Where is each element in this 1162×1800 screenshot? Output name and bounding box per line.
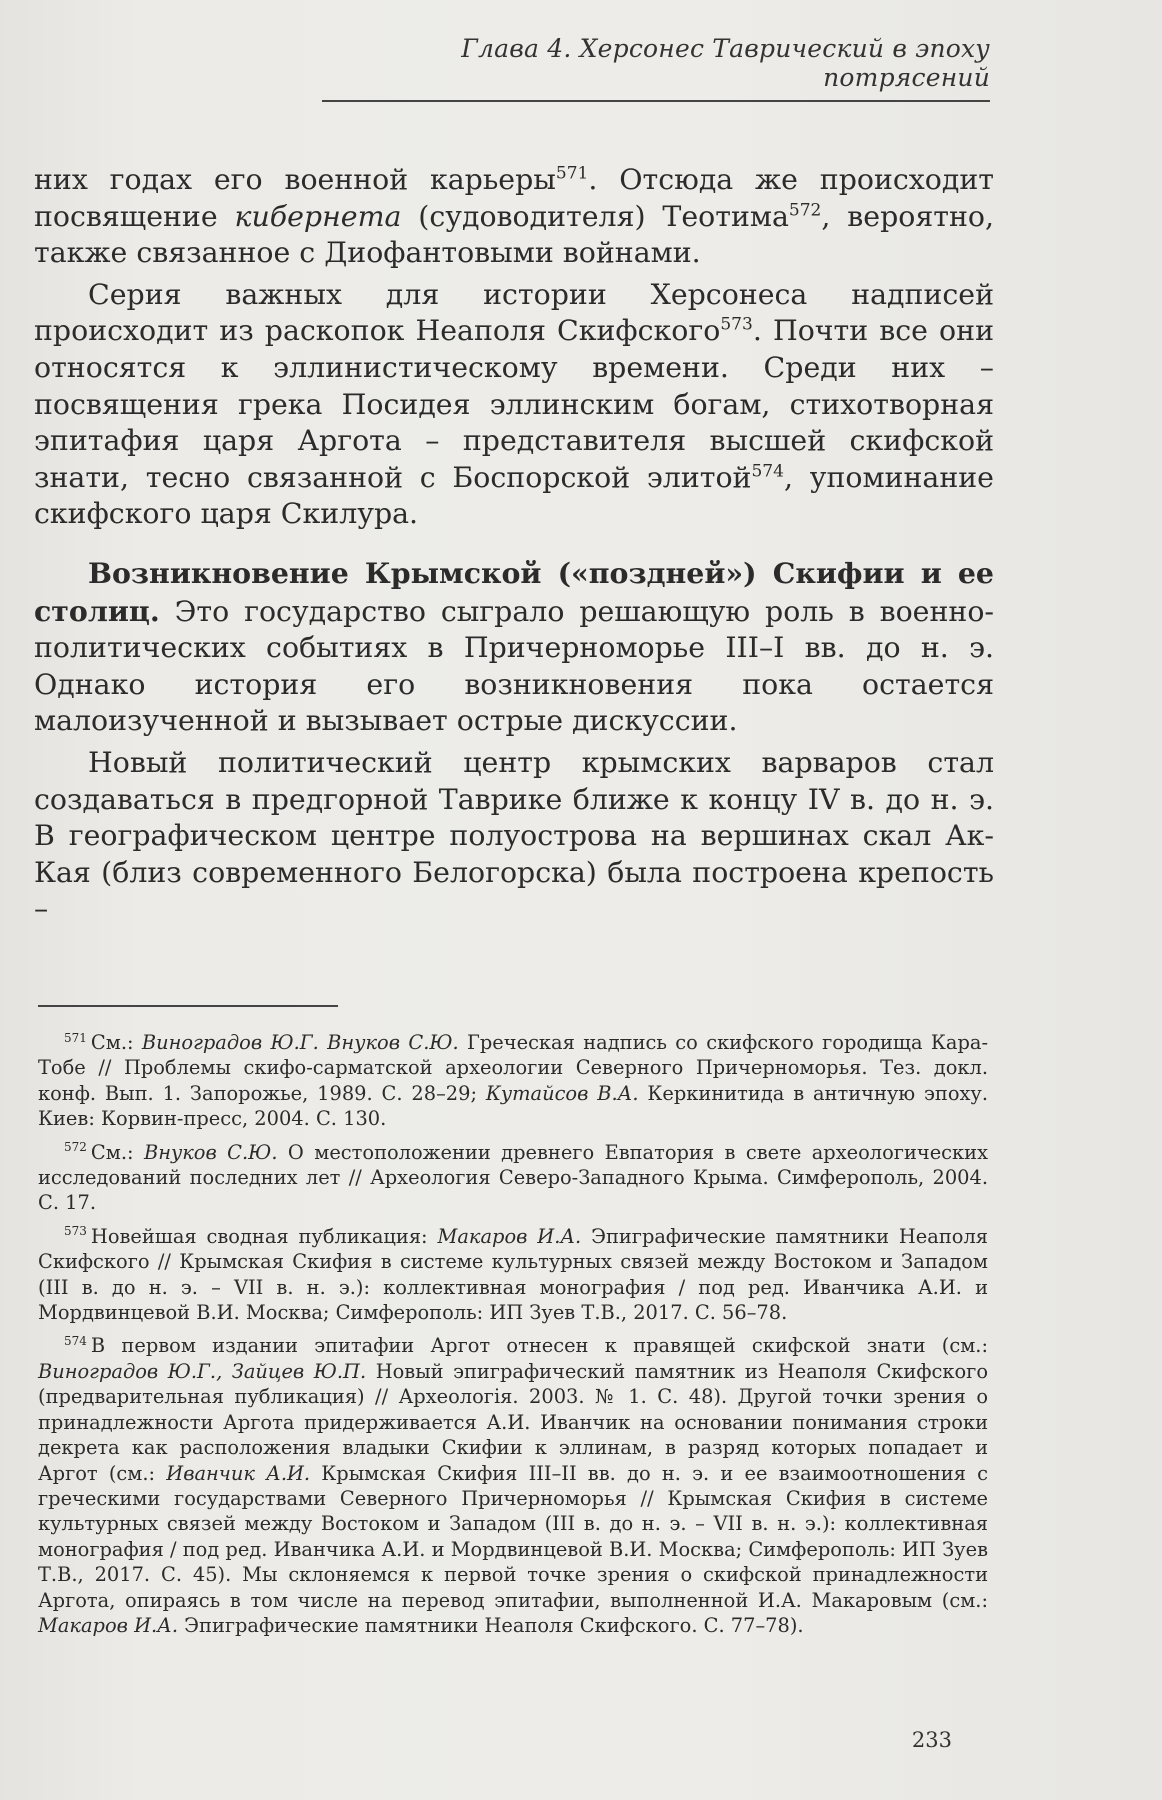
paragraph-4 [34, 745, 994, 928]
footnote-ref-573[interactable]: 573 [720, 314, 753, 335]
paragraph-1 [34, 162, 994, 272]
footnote-rule [38, 1005, 338, 1007]
text-run: Эпиграфические памятники Неаполя Скифского // Крымская Скифия в системе культурных связей между Востоком и Западом (III в. до н. э. – VII в. н. э.): коллективная монография / под ред. Иванчика А.И. и Мордвинцевой В.И. Москва; Симферополь: ИП Зуев Т.В., 2017. С. 56–78. [38, 1224, 988, 1325]
footnote-574 [38, 1333, 988, 1638]
footnote-ref-571[interactable]: 571 [555, 163, 589, 184]
footnote-571 [38, 1030, 988, 1132]
footnote-number: 574 [64, 1334, 87, 1348]
text-run: , упоминание скифского царя Скилура. [34, 460, 994, 531]
author-name: Виноградов Ю.Г., Зайцев Ю.П. [38, 1359, 367, 1383]
text-run: См.: [90, 1031, 142, 1054]
text-run: . Почти все они относятся к эллинистическому времени. Среди них – посвящения грека Посидея эллинским богам, стихотворная эпитафия царя Аргота – представителя высшей скифской знати, тесно связанной с Боспорской элитой [34, 314, 994, 494]
footnote-number: 571 [64, 1030, 87, 1045]
section-heading: Возникновение Крымской («поздней») Скифии и ее столиц. [34, 555, 994, 628]
footnote-573 [38, 1224, 988, 1326]
author-name: Макаров И.А. [38, 1613, 179, 1637]
text-run: Новый эпиграфический памятник из Неаполя Скифского (предварительная публикация) // Археологія. 2003. № 1. С. 48). Другой точки зрения о принадлежности Аргота придерживается А.И. Иванчик на основании понимания строки декрета как расположения владыки Скифии к эллинам, в разряд которых попадает и Аргот (см.: [38, 1359, 988, 1485]
text-run: О местоположении древнего Евпатория в свете археологических исследований последних лет // Археология Северо-Западного Крыма. Симферополь, 2004. С. 17. [38, 1140, 989, 1215]
text-run: Серия важных для истории Херсонеса надписей происходит из раскопок Неаполя Скифского [34, 277, 994, 348]
text-run: них годах его военной карьеры [34, 163, 556, 196]
text-run: Керкинитида в античную эпоху. Киев: Корвин-пресс, 2004. С. 130. [38, 1081, 988, 1131]
italic-term: кибернета [234, 199, 402, 233]
footnote-number: 573 [64, 1224, 87, 1239]
running-header: Глава 4. Херсонес Таврический в эпоху потрясений [461, 34, 990, 92]
page-number: 233 [911, 1728, 952, 1752]
footnote-ref-572[interactable]: 572 [788, 200, 822, 221]
footnote-number: 572 [64, 1140, 87, 1155]
author-name: Иванчик А.И. [166, 1461, 311, 1485]
author-name: Макаров И.А. [437, 1224, 582, 1248]
paragraph-3 [34, 555, 994, 740]
header-rule [322, 100, 990, 102]
text-run: Новейшая сводная публикация: [90, 1224, 438, 1248]
author-name: Кутайсов В.А. [485, 1081, 639, 1105]
author-name: Внуков С.Ю. [143, 1140, 278, 1164]
footnotes [38, 1030, 988, 1646]
footnote-572 [38, 1140, 988, 1216]
paragraph-2 [34, 277, 994, 533]
text-run: Новый политический центр крымских варваров стал создаваться в предгорной Таврике ближе к концу IV в. до н. э. В географическом центре полуострова на вершинах скал Ак-Кая (близ современного Белогорска) была построена крепость – [34, 745, 994, 926]
text-run: См.: [90, 1140, 144, 1164]
text-run: . Отсюда же происходит посвящение [34, 163, 994, 233]
text-run: Греческая надпись со скифского городища Кара-Тобе // Проблемы скифо-сарматской археологии Северного Причерноморья. Тез. докл. конф. Вып. 1. Запорожье, 1989. С. 28–29; [38, 1031, 988, 1105]
main-text [34, 162, 994, 928]
text-run: (судоводителя) Теотима [401, 199, 789, 233]
text-run: Крымская Скифия III–II вв. до н. э. и ее взаимоотношения с греческими государствами Северного Причерноморья // Крымская Скифия в системе культурных связей между Востоком и Западом (III в. до н. э. – VII в. н. э.): коллективная монография / под ред. Иванчика А.И. и Мордвинцевой В.И. Москва; Симферополь: ИП Зуев Т.В., 2017. С. 45). Мы склоняемся к первой точке зрения о скифской принадлежности Аргота, опираясь в том числе на перевод эпитафии, выполненной И.А. Макаровым (см.: [38, 1461, 988, 1612]
text-run: Эпиграфические памятники Неаполя Скифского. С. 77–78). [178, 1613, 804, 1637]
author-name: Виноградов Ю.Г. Внуков С.Ю. [141, 1031, 459, 1054]
text-run: В первом издании эпитафии Аргот отнесен к правящей скифской знати (см.: [90, 1334, 988, 1358]
text-run: Это государство сыграло решающую роль в военно-политических событиях в Причерноморье III–I вв. до н. э. Однако история его возникновения пока остается малоизученной и вызывает острые дискуссии. [34, 594, 994, 738]
text-run: , вероятно, также связанное с Диофантовыми войнами. [34, 199, 994, 270]
footnote-ref-574[interactable]: 574 [751, 461, 784, 482]
